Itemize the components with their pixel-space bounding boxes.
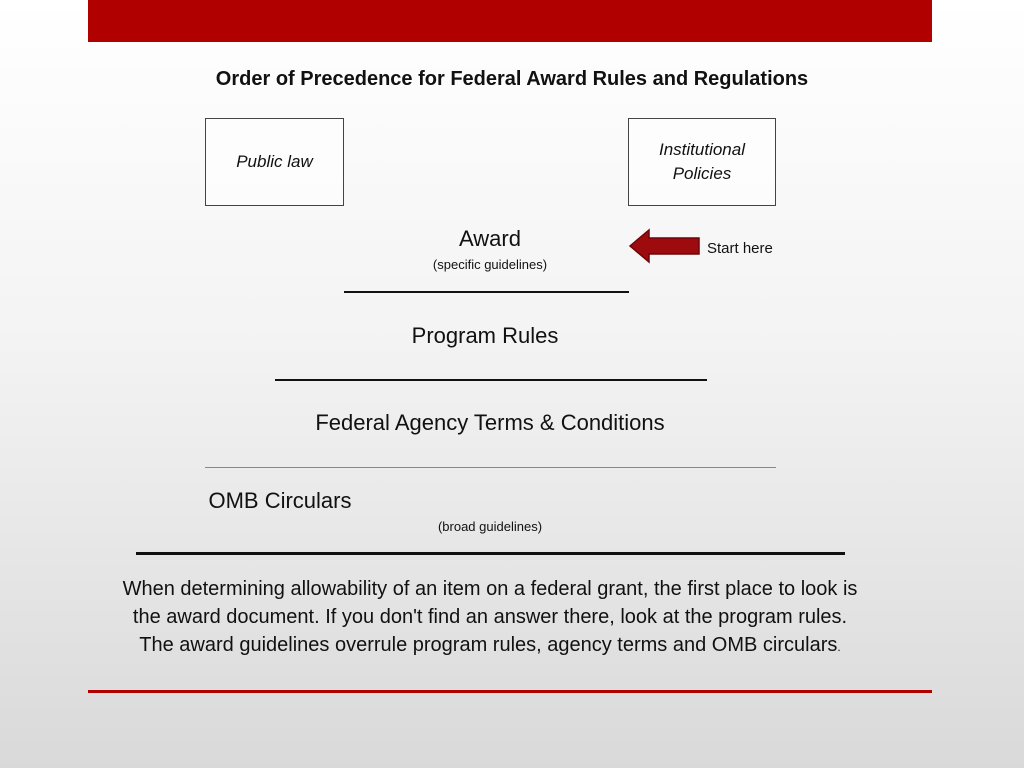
- institutional-policies-label: Institutional Policies: [659, 140, 745, 183]
- public-law-label: Public law: [236, 152, 313, 171]
- institutional-policies-box: [628, 118, 776, 206]
- divider-award: [344, 291, 629, 293]
- divider-program-rules: [275, 379, 707, 381]
- omb-circulars-subtitle: (broad guidelines): [437, 519, 543, 534]
- allowability-note-period: .: [837, 640, 841, 654]
- bottom-accent-rule: [88, 690, 932, 693]
- page-title: Order of Precedence for Federal Award Rules and Regulations: [215, 68, 809, 90]
- agency-terms-label: Federal Agency Terms & Conditions: [315, 410, 665, 435]
- award-subtitle: (specific guidelines): [432, 257, 548, 272]
- start-here-label: Start here: [707, 240, 773, 257]
- top-accent-bar: [88, 0, 932, 42]
- allowability-note-text: When determining allowability of an item on a federal grant, the first place to look is the award document. If you don't find an answer there, look at the program rules. The award guidelines overrule program rules, agency terms and OMB circulars: [122, 578, 858, 656]
- divider-omb: [136, 552, 845, 555]
- program-rules-label: Program Rules: [411, 323, 559, 348]
- left-arrow-icon: [629, 228, 701, 264]
- allowability-note: [120, 575, 860, 661]
- divider-agency-terms: [205, 467, 776, 468]
- omb-circulars-label: OMB Circulars: [208, 488, 352, 513]
- public-law-box: [205, 118, 344, 206]
- award-label: Award: [459, 226, 521, 251]
